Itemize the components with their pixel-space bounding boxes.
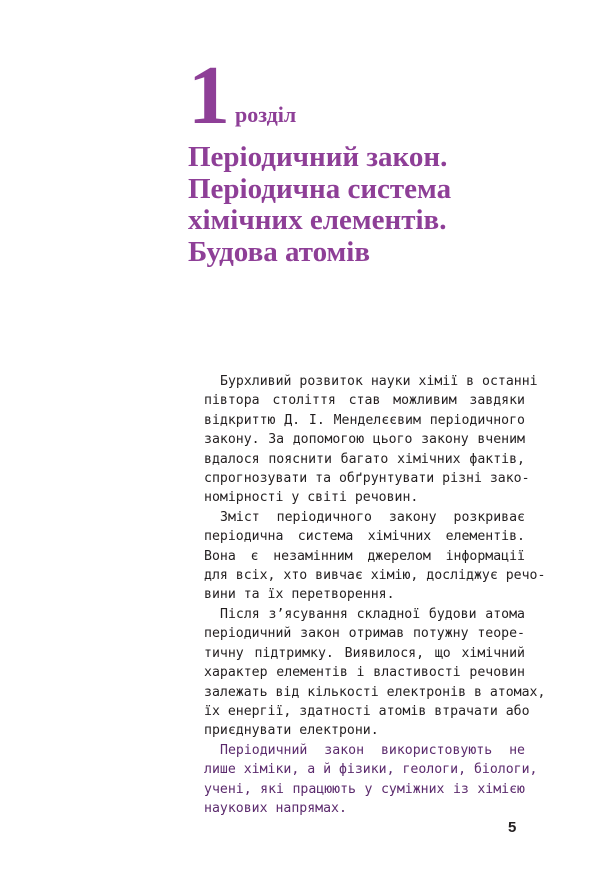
text-line: тичну підтримку. Виявилося, що хімічний [204, 645, 525, 661]
text-line: періодична система хімічних елементів. [204, 529, 525, 545]
intro-paragraph-1 [188, 372, 538, 508]
text-line: півтора століття став можливим завдяки [204, 393, 525, 409]
chapter-introduction [188, 372, 546, 818]
chapter-label: розділ [235, 102, 297, 127]
text-line: Вона є незамінним джерелом інформації [204, 548, 525, 564]
chapter-title-line: Будова атомів [188, 235, 371, 268]
chapter-title-line: Періодична система [188, 172, 452, 205]
text-line: приєднувати електрони. [204, 723, 379, 739]
text-line: Періодичний закон використовують не [220, 742, 525, 758]
text-line: залежать від кількості електронів в атомах, [204, 684, 546, 700]
chapter-title-line: Періодичний закон. [188, 141, 448, 173]
page-number: 5 [508, 819, 517, 836]
text-line: номірності у світі речовин. [204, 490, 419, 506]
chapter-title [188, 142, 451, 268]
text-line: учені, які працюють у суміжних із хімією [204, 781, 525, 797]
text-line: Після з’ясування складної будови атома [220, 606, 525, 622]
text-line: лише хіміки, а й фізики, геологи, біологи, [204, 762, 538, 778]
text-line: вдалося пояснити багато хімічних фактів, [204, 451, 525, 467]
text-line: закону. За допомогою цього закону вченим [204, 432, 525, 448]
chapter-title-line: хімічних елементів. [188, 204, 447, 236]
text-line: Зміст періодичного закону розкриває [220, 509, 525, 525]
text-line: відкриттю Д. І. Менделєєвим періодичного [204, 412, 525, 428]
text-line: Бурхливий розвиток науки хімії в останні [220, 374, 538, 389]
text-line: вини та їх перетворення. [204, 587, 395, 603]
text-line: періодичний закон отримав потужну теоре- [204, 626, 525, 642]
text-line: наукових напрямах. [204, 800, 347, 816]
intro-paragraph-3 [188, 605, 546, 741]
text-line: характер елементів і властивості речовин [204, 665, 525, 681]
text-line: спрогнозувати та обґрунтувати різні зако- [204, 471, 530, 487]
text-line: для всіх, хто вивчає хімію, досліджує речо- [204, 568, 546, 584]
text-line: їх енергії, здатності атомів втрачати або [204, 703, 530, 719]
intro-paragraph-4 [188, 741, 538, 819]
intro-paragraph-2 [188, 508, 546, 605]
chapter-number: 1 [188, 49, 228, 142]
